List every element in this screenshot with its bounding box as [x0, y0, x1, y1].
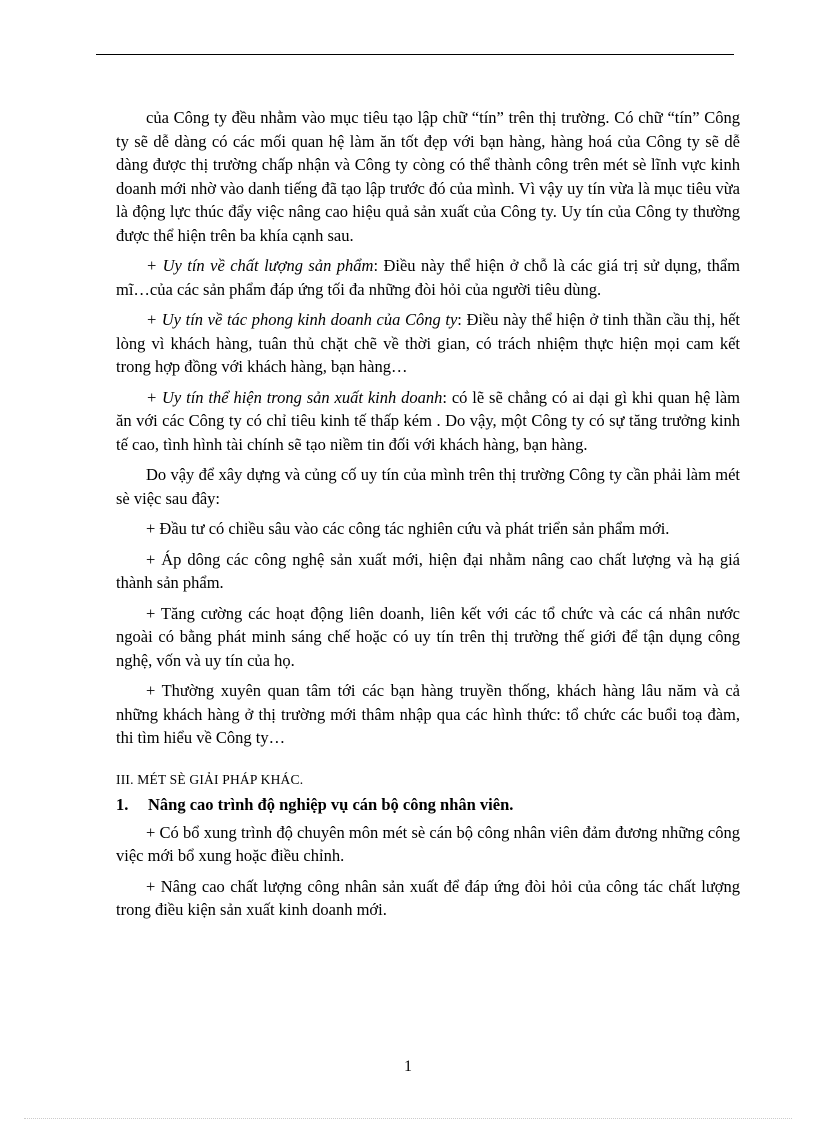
heading-number: 1. [116, 795, 129, 814]
paragraph-2-lead: + Uy tín về chất lượng sản phẩm [146, 256, 374, 275]
paragraph-1: của Công ty đều nhằm vào mục tiêu tạo lập chữ “tín” trên thị trường. Có chữ “tín” Công ty sẽ dễ dàng có các mối quan hệ làm ăn tốt đẹp với bạn hàng, hàng hoá của Công ty sẽ dễ dàng được thị trường chấp nhận và Công ty còng có thể thành công trên mét sè lĩnh vực kinh doanh mới nhờ vào danh tiếng đã tạo lập trước đó của mình. Vì vậy uy tín vừa là mục tiêu vừa là động lực thúc đẩy việc nâng cao hiệu quả sản xuất của Công ty. Uy tín của Công ty thường được thể hiện trên ba khía cạnh sau. [116, 108, 740, 245]
paragraph-6: + Đầu tư có chiều sâu vào các công tác nghiên cứu và phát triển sản phẩm mới. [146, 519, 670, 538]
paragraph-3: + Uy tín về tác phong kinh doanh của Công ty: Điều này thể hiện ở tinh thần cầu thị, hết lòng vì khách hàng, tuân thủ chặt chẽ về thời gian, có trách nhiệm thực hiện mọi cam kết trong hợp đồng với khách hàng, bạn hàng… [116, 310, 740, 376]
paragraph-5: Do vậy để xây dựng và củng cố uy tín của mình trên thị trường Công ty cần phải làm mét sè việc sau đây: [116, 465, 740, 508]
paragraph-8: + Tăng cường các hoạt động liên doanh, liên kết với các tổ chức và các cá nhân nước ngoài có bằng phát minh sáng chế hoặc có uy tín trên thị trường thế giới để tận dụng công nghệ, vốn và uy tín của họ. [116, 603, 740, 670]
paragraph-4: + Uy tín thể hiện trong sản xuất kinh doanh: có lẽ sẽ chẳng có ai dại gì khi quan hệ làm ăn với các Công ty có chỉ tiêu kinh tế thấp kém . Do vậy, một Công ty có sự tăng trưởng kinh tế cao, tình hình tài chính sẽ tạo niềm tin đối với khách hàng, bạn hàng. [116, 387, 740, 454]
paragraph-7: + Áp dông các công nghệ sản xuất mới, hiện đại nhằm nâng cao chất lượng và hạ giá thành sản phẩm. [116, 549, 740, 592]
page-number: 1 [404, 1058, 412, 1075]
paragraph-2: + Uy tín về chất lượng sản phẩm: Điều này thể hiện ở chỗ là các giá trị sử dụng, thẩm mĩ…của các sản phẩm đáp ứng tối đa những đòi hỏi của người tiêu dùng. [116, 256, 740, 299]
paragraph-10: + Có bổ xung trình độ chuyên môn mét sè cán bộ công nhân viên đảm đương những công việc mới bổ xung hoặc điều chỉnh. [116, 822, 740, 865]
document-body [116, 106, 740, 929]
header-rule [96, 54, 734, 55]
paragraph-11: + Nâng cao chất lượng công nhân sản xuất để đáp ứng đòi hỏi của công tác chất lượng trong điều kiện sản xuất kinh doanh mới. [116, 876, 740, 919]
paragraph-4-lead: + Uy tín thể hiện trong sản xuất kinh doanh [146, 387, 443, 407]
section-title: III. MÉT SÈ GIẢI PHÁP KHÁC. [116, 771, 304, 787]
paragraph-3-lead: + Uy tín về tác phong kinh doanh của Công ty [146, 310, 458, 329]
subsection-heading [116, 793, 740, 817]
paragraph-9: + Thường xuyên quan tâm tới các bạn hàng truyền thống, khách hàng lâu năm và cả những khách hàng ở thị trường mới thâm nhập qua các hình thức: tổ chức các buổi toạ đàm, thi tìm hiểu về Công ty… [116, 681, 740, 747]
heading-title: Nâng cao trình độ nghiệp vụ cán bộ công nhân viên. [148, 795, 514, 814]
page-bottom-border [24, 1118, 792, 1119]
